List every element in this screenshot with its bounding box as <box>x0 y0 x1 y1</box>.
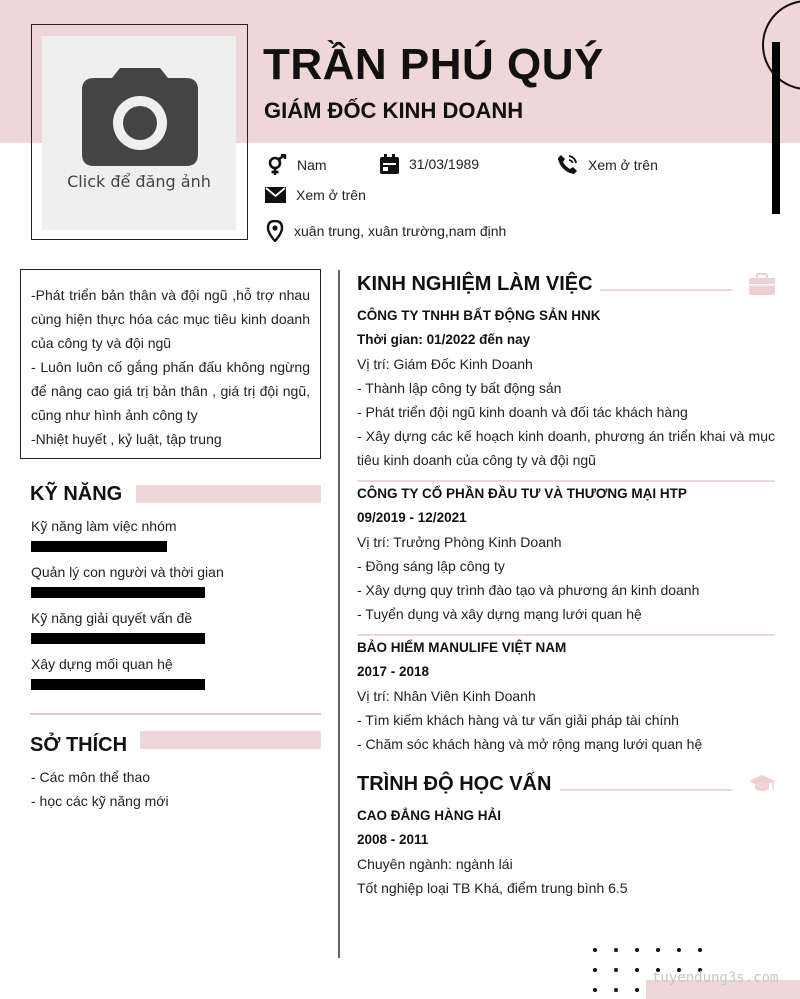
objective-line: - Luôn luôn cố gắng phấn đấu không ngừng <box>31 359 310 375</box>
birthdate-value: 31/03/1989 <box>409 156 480 172</box>
hobby-item: - học các kỹ năng mới <box>31 793 169 809</box>
job-duty: - Thành lập công ty bất động sản <box>357 380 562 396</box>
job-position: Vị trí: Giám Đốc Kinh Doanh <box>357 356 533 372</box>
watermark: tuyendung3s.com <box>652 970 779 986</box>
job-duty: - Xây dựng quy trình đào tạo và phương án kinh doanh <box>357 582 700 598</box>
skill-label: Kỹ năng làm việc nhóm <box>31 518 177 534</box>
job-position: Vị trí: Nhân Viên Kinh Doanh <box>357 688 536 704</box>
objective-line: của công ty và đội ngũ <box>31 335 172 351</box>
section-divider <box>30 713 321 715</box>
skill-label: Kỹ năng giải quyết vấn đề <box>31 610 193 626</box>
hobbies-heading: SỞ THÍCH <box>30 734 128 756</box>
photo-upload[interactable] <box>42 36 236 230</box>
heading-underline <box>560 789 733 791</box>
phone-icon <box>557 154 578 175</box>
job-period: 2017 - 2018 <box>357 664 430 679</box>
objective-line: cũng như hình ảnh công ty <box>31 407 198 423</box>
job-duty: - Tìm kiếm khách hàng và tư vấn giải pháp tài chính <box>357 712 679 728</box>
email-value: Xem ở trên <box>296 187 366 203</box>
job-duty: - Tuyển dụng và xây dựng mạng lưới quan hệ <box>357 606 642 622</box>
address-value: xuân trung, xuân trường,nam định <box>294 223 507 239</box>
objective-line: -Phát triển bản thân và đội ngũ ,hỗ trợ nhau <box>31 287 310 303</box>
company-name: CÔNG TY TNHH BẤT ĐỘNG SẢN HNK <box>357 308 601 323</box>
job-duty: - Đồng sáng lập công ty <box>357 558 505 574</box>
briefcase-icon <box>749 273 775 295</box>
heading-underline <box>600 289 733 291</box>
career-objective <box>20 269 321 459</box>
hobbies-heading-bar <box>140 731 321 749</box>
objective-line: để nâng cao giá trị bản thân , giá trị đội ngũ, <box>31 383 310 399</box>
decorative-bar <box>772 42 780 214</box>
job-separator <box>357 480 775 482</box>
job-duty: - Chăm sóc khách hàng và mở rộng mạng lưới quan hệ <box>357 736 703 752</box>
education-heading: TRÌNH ĐỘ HỌC VẤN <box>357 773 552 795</box>
hobby-item: - Các môn thể thao <box>31 769 151 785</box>
location-pin-icon <box>266 220 284 242</box>
skills-heading: KỸ NĂNG <box>30 483 123 505</box>
skill-level-bar <box>31 587 205 598</box>
column-divider <box>338 270 340 958</box>
job-title: GIÁM ĐỐC KINH DOANH <box>264 98 524 123</box>
company-name: BẢO HIỂM MANULIFE VIỆT NAM <box>357 640 567 655</box>
calendar-icon <box>380 154 399 174</box>
birthdate-info <box>380 154 479 174</box>
skill-label: Quản lý con người và thời gian <box>31 564 224 580</box>
skill-level-bar <box>31 679 205 690</box>
job-position: Vị trí: Trưởng Phòng Kinh Doanh <box>357 534 562 550</box>
skills-heading-bar <box>136 485 321 503</box>
experience-heading: KINH NGHIỆM LÀM VIỆC <box>357 273 593 295</box>
school-name: CAO ĐẲNG HÀNG HẢI <box>357 808 501 823</box>
envelope-icon <box>265 187 286 203</box>
job-duty: - Xây dựng các kế hoạch kinh doanh, phương án triển khai và mục <box>357 428 775 444</box>
job-period: 09/2019 - 12/2021 <box>357 510 467 525</box>
job-duty: - Phát triển đội ngũ kinh doanh và đối tác khách hàng <box>357 404 688 420</box>
skill-label: Xây dựng mối quan hệ <box>31 656 173 672</box>
objective-line: -Nhiệt huyết , kỷ luật, tập trung <box>31 431 222 447</box>
skill-level-bar <box>31 541 167 552</box>
camera-icon <box>82 64 198 166</box>
graduation-cap-icon <box>749 774 775 794</box>
job-period: Thời gian: 01/2022 đến nay <box>357 332 531 347</box>
skill-level-bar <box>31 633 205 644</box>
candidate-name: TRẦN PHÚ QUÝ <box>263 40 604 89</box>
email-info <box>265 187 366 203</box>
gender-value: Nam <box>297 157 327 173</box>
gender-info <box>265 154 327 176</box>
objective-line: cùng hiện thực hóa các mục tiêu kinh doanh <box>31 311 310 327</box>
education-major: Chuyên ngành: ngành lái <box>357 856 513 872</box>
gender-icon <box>265 154 287 176</box>
company-name: CÔNG TY CỔ PHẦN ĐẦU TƯ VÀ THƯƠNG MẠI HTP <box>357 486 687 501</box>
education-result: Tốt nghiệp loại TB Khá, điểm trung bình 6.5 <box>357 880 628 896</box>
address-info <box>266 220 506 242</box>
job-separator <box>357 634 775 636</box>
phone-info <box>557 154 658 175</box>
phone-value: Xem ở trên <box>588 156 658 173</box>
job-duty: tiêu kinh doanh của công ty và đội ngũ <box>357 452 596 468</box>
photo-upload-label: Click để đăng ảnh <box>67 172 211 191</box>
education-period: 2008 - 2011 <box>357 832 429 847</box>
